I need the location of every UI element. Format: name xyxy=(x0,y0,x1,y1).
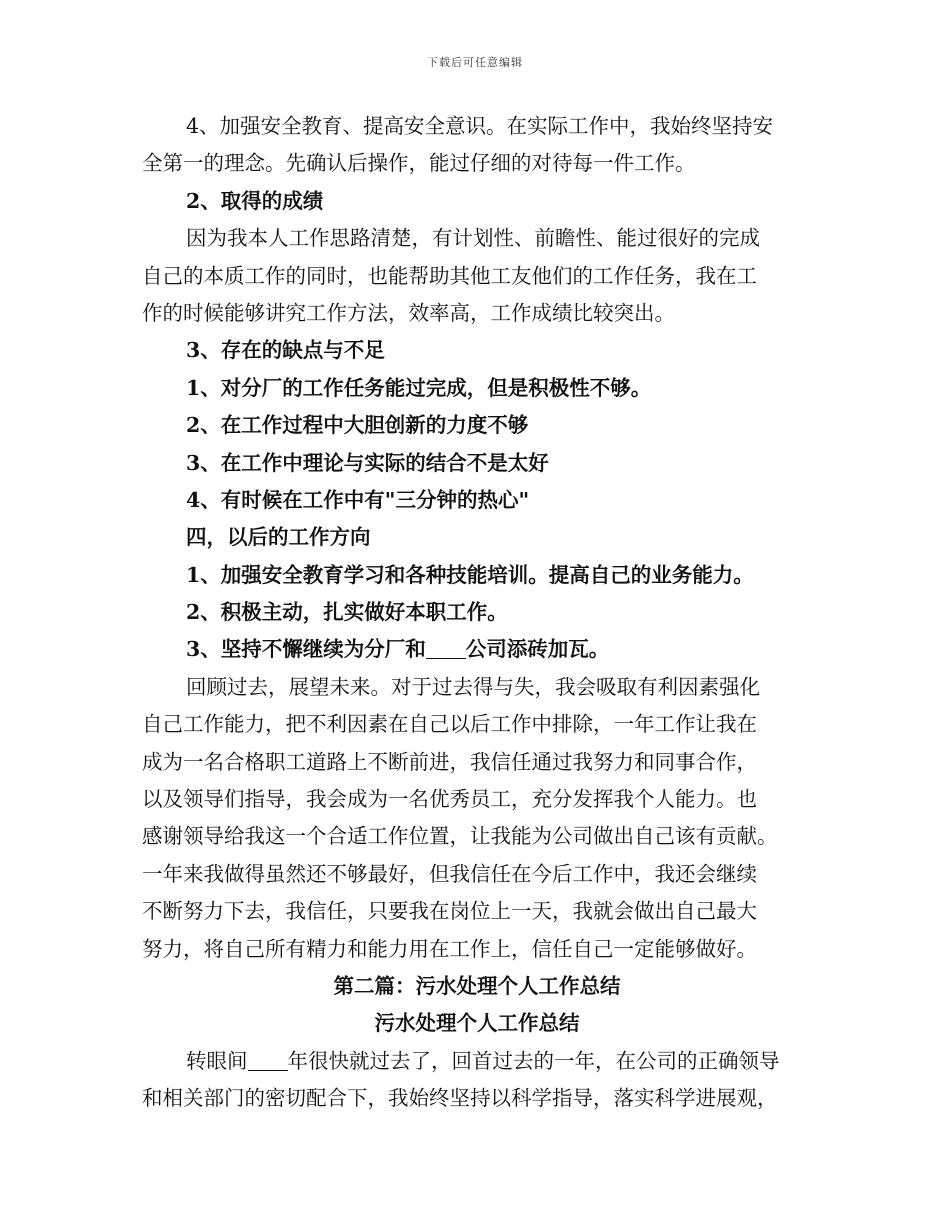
chapter-title: 第二篇：污水处理个人工作总结 xyxy=(333,973,621,998)
text-fragment: 3、坚持不懈继续为分厂和 xyxy=(186,637,426,662)
text-fragment: 年很快就过去了，回首过去的一年，在公司的正确领导 xyxy=(287,1048,780,1073)
list-item: 2、积极主动，扎实做好本职工作。 xyxy=(186,600,508,625)
blank-underline xyxy=(426,638,466,659)
text-line: 自己的本质工作的同时，也能帮助其他工友他们的工作任务，我在工 xyxy=(142,263,757,288)
text-line: 以及领导们指导，我会成为一名优秀员工，充分发挥我个人能力。也 xyxy=(142,787,757,812)
text-line: 和相关部门的密切配合下，我始终坚持以科学指导，落实科学进展观， xyxy=(142,1086,778,1111)
text-fragment: 公司添砖加瓦。 xyxy=(465,637,610,662)
text-line: 不断努力下去，我信任，只要我在岗位上一天，我就会做出自己最大 xyxy=(142,899,757,924)
list-item: 4、有时候在工作中有"三分钟的热心" xyxy=(186,487,530,512)
text-line xyxy=(142,1043,812,1080)
text-line: 感谢领导给我这一个合适工作位置，让我能为公司做出自己该有贡献。 xyxy=(142,824,778,849)
text-line: 自己工作能力，把不利因素在自己以后工作中排除，一年工作让我在 xyxy=(142,712,757,737)
section-heading: 四，以后的工作方向 xyxy=(186,525,371,550)
page-header: 下载后可任意编辑 xyxy=(427,56,523,69)
section-heading: 2、取得的成绩 xyxy=(186,188,324,213)
text-line: 成为一名合格职工道路上不断前进，我信任通过我努力和同事合作， xyxy=(142,749,757,774)
blank-underline xyxy=(248,1050,288,1071)
text-line: 一年来我做得虽然还不够最好，但我信任在今后工作中，我还会继续 xyxy=(142,861,757,886)
list-item: 1、对分厂的工作任务能过完成，但是积极性不够。 xyxy=(186,375,652,400)
text-line: 努力，将自己所有精力和能力用在工作上，信任自己一定能够做好。 xyxy=(142,936,757,961)
text-line: 作的时候能够讲究工作方法，效率高，工作成绩比较突出。 xyxy=(142,300,675,325)
list-item xyxy=(142,631,812,668)
text-line: 全第一的理念。先确认后操作，能过仔细的对待每一件工作。 xyxy=(142,151,696,176)
list-item: 2、在工作过程中大胆创新的力度不够 xyxy=(186,413,529,438)
text-line: 4、加强安全教育、提高安全意识。在实际工作中，我始终坚持安 xyxy=(186,114,774,138)
document-body xyxy=(142,108,812,1118)
list-item: 3、在工作中理论与实际的结合不是太好 xyxy=(186,450,549,475)
text-line: 回顾过去，展望未来。对于过去得与失，我会吸取有利因素强化 xyxy=(186,674,760,699)
chapter-subtitle: 污水处理个人工作总结 xyxy=(374,1011,580,1036)
text-fragment: 转眼间 xyxy=(186,1048,248,1073)
section-heading: 3、存在的缺点与不足 xyxy=(186,338,385,363)
list-item: 1、加强安全教育学习和各种技能培训。提高自己的业务能力。 xyxy=(186,562,754,587)
text-line: 因为我本人工作思路清楚，有计划性、前瞻性、能过很好的完成 xyxy=(186,226,760,251)
